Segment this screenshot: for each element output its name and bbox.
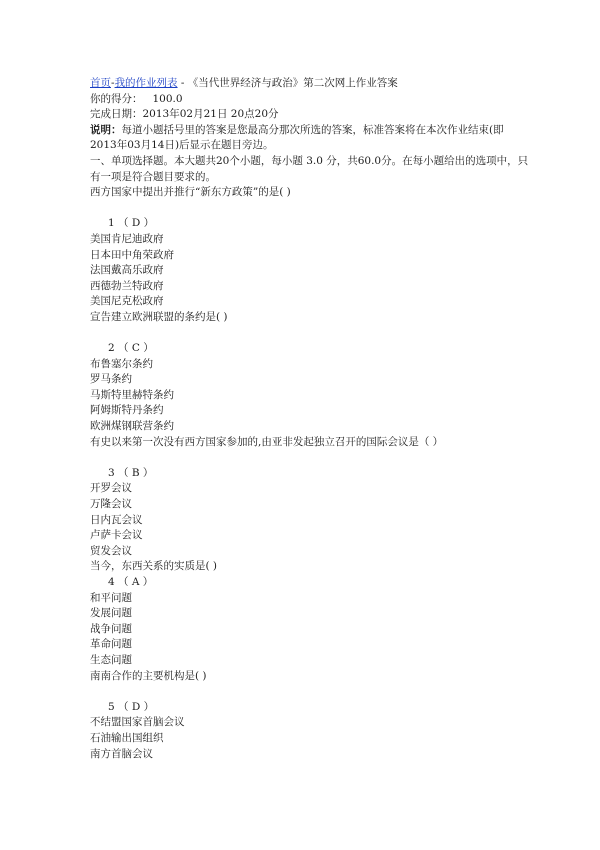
option-item: 布鲁塞尔条约 bbox=[90, 357, 153, 370]
question-stem: 有史以来第一次没有西方国家参加的,由亚非发起独立召开的国际会议是（ ） bbox=[90, 435, 444, 448]
breadcrumb bbox=[90, 76, 530, 92]
option-item: 和平问题 bbox=[90, 591, 132, 604]
option-item: 美国肯尼迪政府 bbox=[90, 232, 164, 245]
option-item: 万隆会议 bbox=[90, 498, 132, 511]
note-label: 说明： bbox=[90, 123, 122, 136]
option-item: 马斯特里赫特条约 bbox=[90, 388, 174, 401]
option-item: 战争问题 bbox=[90, 622, 132, 635]
option-item: 卢萨卡会议 bbox=[90, 529, 143, 542]
score-value: 100.0 bbox=[152, 92, 183, 105]
option-item: 南方首脑会议 bbox=[90, 747, 153, 760]
homework-list-link[interactable]: 我的作业列表 bbox=[114, 77, 178, 89]
score-line bbox=[90, 92, 530, 108]
question-stem: 南南合作的主要机构是( ) bbox=[90, 669, 207, 682]
document-content bbox=[90, 76, 530, 762]
completed-line bbox=[90, 107, 530, 123]
question-answer: 4 （ A ） bbox=[108, 576, 154, 588]
option-item: 欧洲煤钢联营条约 bbox=[90, 420, 174, 433]
option-item: 贸发会议 bbox=[90, 544, 132, 557]
question-answer: 2 （ C ） bbox=[108, 342, 154, 355]
score-label: 你的得分： bbox=[90, 92, 143, 105]
option-item: 美国尼克松政府 bbox=[90, 295, 164, 308]
option-item: 发展问题 bbox=[90, 607, 132, 620]
option-item: 阿姆斯特丹条约 bbox=[90, 404, 164, 417]
option-item: 石油输出国组织 bbox=[90, 731, 164, 744]
option-item: 日本田中角荣政府 bbox=[90, 248, 174, 261]
question-stem: 当今，东西关系的实质是( ) bbox=[90, 560, 218, 573]
question-answer: 1 （ D ） bbox=[108, 217, 155, 230]
option-item: 日内瓦会议 bbox=[90, 513, 143, 526]
question-answer: 5 （ D ） bbox=[108, 700, 155, 713]
breadcrumb-separator: - bbox=[111, 77, 115, 89]
question-stem: 西方国家中提出并推行“新东方政策”的是( ) bbox=[90, 186, 291, 199]
option-item: 生态问题 bbox=[90, 653, 132, 666]
option-item: 革命问题 bbox=[90, 638, 132, 651]
option-item: 法国戴高乐政府 bbox=[90, 264, 164, 277]
note-text: 每道小题括号里的答案是您最高分那次所选的答案，标准答案将在本次作业结束(即2013年03月14日)后显示在题目旁边。 bbox=[90, 123, 504, 152]
completed-value: 2013年02月21日 20点20分 bbox=[142, 108, 279, 121]
option-item: 不结盟国家首脑会议 bbox=[90, 716, 185, 729]
home-link[interactable]: 首页 bbox=[90, 77, 111, 89]
page-title: 《当代世界经济与政治》第二次网上作业答案 bbox=[187, 77, 398, 89]
note-paragraph bbox=[90, 123, 530, 154]
question-stem: 宣告建立欧洲联盟的条约是( ) bbox=[90, 310, 228, 323]
completed-label: 完成日期： bbox=[90, 108, 143, 121]
breadcrumb-separator: - bbox=[177, 77, 188, 89]
question-answer: 3 （ B ） bbox=[108, 466, 154, 479]
option-item: 西德勃兰特政府 bbox=[90, 279, 164, 292]
section-heading: 一、单项选择题。本大题共20个小题，每小题 3.0 分，共60.0分。在每小题给出的选项中，只有一项是符合题目要求的。 bbox=[90, 154, 529, 183]
option-item: 开罗会议 bbox=[90, 482, 132, 495]
option-item: 罗马条约 bbox=[90, 373, 132, 386]
